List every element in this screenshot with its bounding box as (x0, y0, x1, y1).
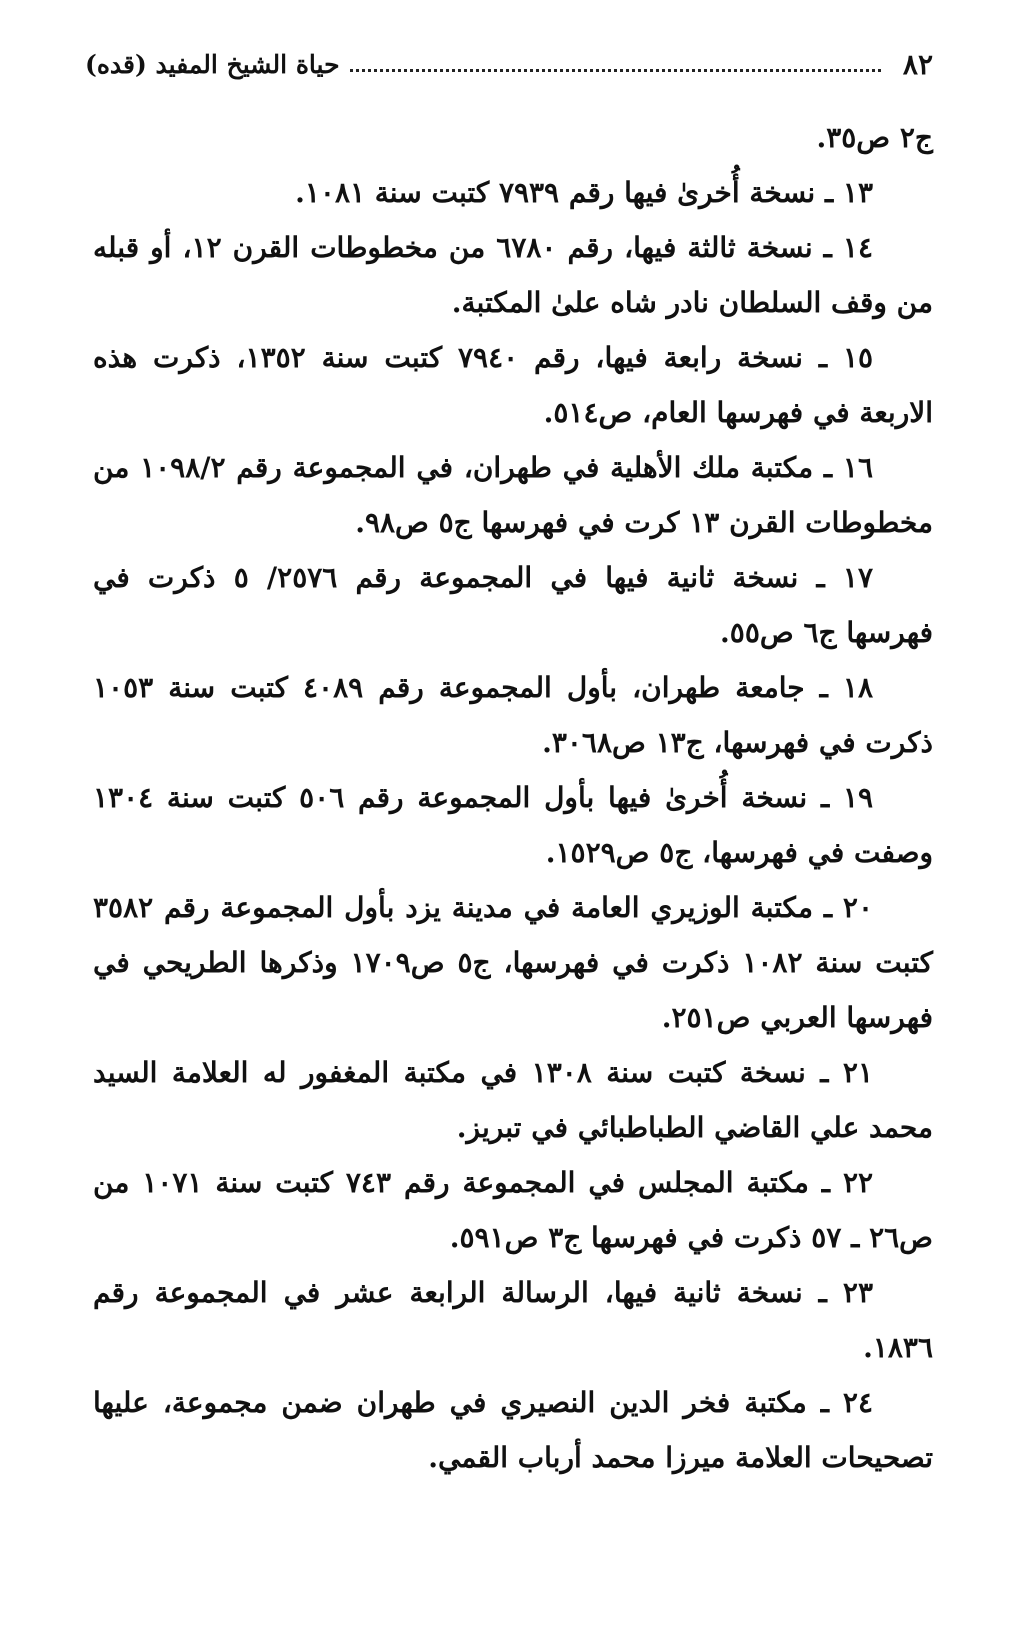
paragraph-7: ١٩ ـ نسخة أُخرىٰ فيها بأول المجموعة رقم ٥٠٦ كتبت سنة ١٣٠٤ وصفت في فهرسها، ج٥ ص١٥٢٩. (93, 781, 933, 869)
running-title: حياة الشيخ المفيد (قده) (85, 49, 340, 79)
paragraph-11: ٢٣ ـ نسخة ثانية فيها، الرسالة الرابعة عشر في المجموعة رقم ١٨٣٦. (93, 1276, 933, 1364)
paragraph-4: ١٦ ـ مكتبة ملك الأهلية في طهران، في المجموعة رقم ١٠٩٨/٢ من مخطوطات القرن ١٣ كرت في فهرسها ج٥ ص٩٨. (93, 451, 933, 539)
paragraph-9: ٢١ ـ نسخة كتبت سنة ١٣٠٨ في مكتبة المغفور له العلامة السيد محمد علي القاضي الطباطبائي في تبريز. (93, 1056, 933, 1144)
paragraph-1: ١٣ ـ نسخة أُخرىٰ فيها رقم ٧٩٣٩ كتبت سنة ١٠٨١. (295, 176, 873, 209)
paragraph-10: ٢٢ ـ مكتبة المجلس في المجموعة رقم ٧٤٣ كتبت سنة ١٠٧١ من ص٢٦ ـ ٥٧ ذكرت في فهرسها ج٣ ص٥٩١. (93, 1166, 933, 1254)
paragraph-12: ٢٤ ـ مكتبة فخر الدين النصيري في طهران ضمن مجموعة، عليها تصحيحات العلامة ميرزا محمد أرباب القمي. (93, 1386, 933, 1474)
page-header (85, 44, 933, 84)
paragraph-8: ٢٠ ـ مكتبة الوزيري العامة في مدينة يزد بأول المجموعة رقم ٣٥٨٢ كتبت سنة ١٠٨٢ ذكرت في فهرسها، ج٥ ص١٧٠٩ وذكرها الطريحي في فهرسها العربي ص٢٥١. (93, 891, 934, 1034)
paragraph-6: ١٨ ـ جامعة طهران، بأول المجموعة رقم ٤٠٨٩ كتبت سنة ١٠٥٣ ذكرت في فهرسها، ج١٣ ص٣٠٦٨. (93, 671, 933, 759)
paragraph-3: ١٥ ـ نسخة رابعة فيها، رقم ٧٩٤٠ كتبت سنة ١٣٥٢، ذكرت هذه الاربعة في فهرسها العام، ص٥١٤. (93, 341, 933, 429)
header-dot-leader (350, 69, 881, 72)
body-text (93, 110, 933, 1485)
paragraph-5: ١٧ ـ نسخة ثانية فيها في المجموعة رقم ٢٥٧٦/ ٥ ذكرت في فهرسها ج٦ ص٥٥. (93, 561, 933, 649)
paragraph-2: ١٤ ـ نسخة ثالثة فيها، رقم ٦٧٨٠ من مخطوطات القرن ١٢، أو قبله من وقف السلطان نادر شاه علىٰ المكتبة. (93, 231, 933, 319)
paragraph-0: ج٢ ص٣٥. (816, 121, 933, 154)
page-number: ٨٢ (902, 47, 933, 81)
